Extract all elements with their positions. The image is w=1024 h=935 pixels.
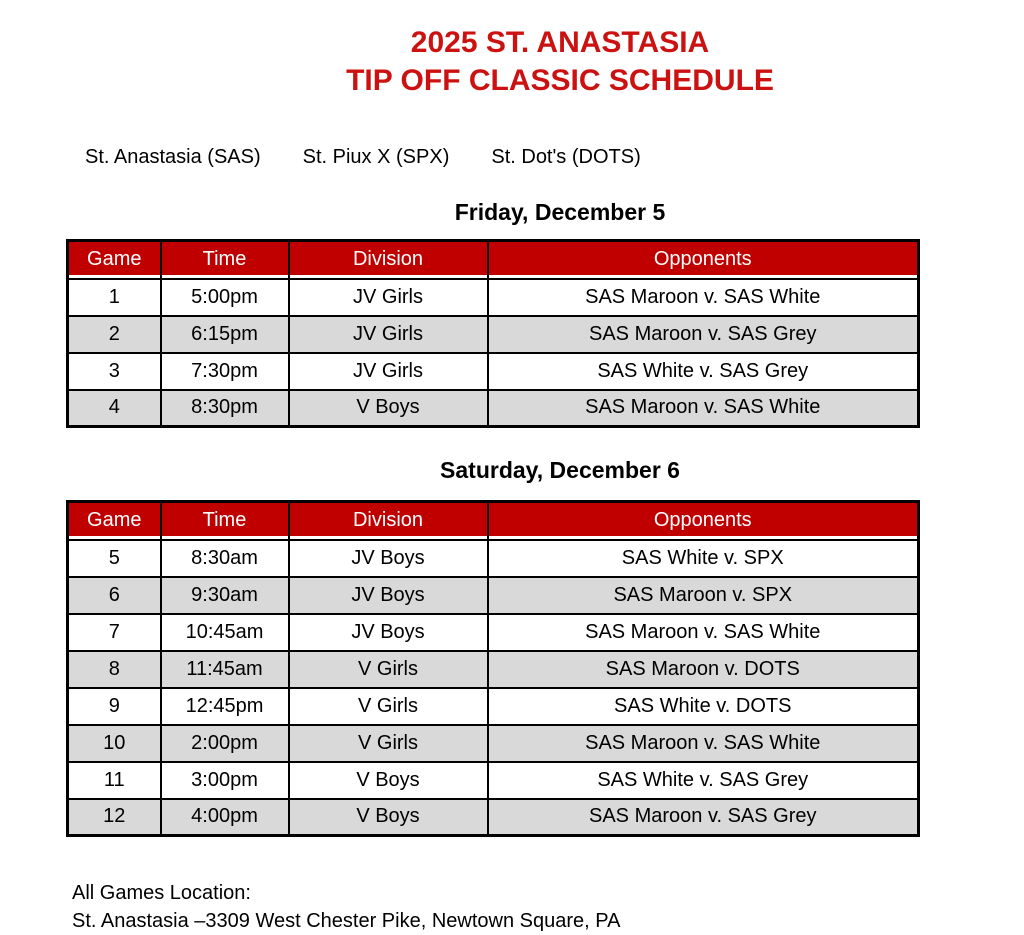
legend-item-spx: St. Piux X (SPX) xyxy=(302,146,450,168)
table-row xyxy=(68,799,919,836)
page-title-line1: 2025 ST. ANASTASIA xyxy=(410,26,710,59)
cell-game: 10 xyxy=(68,725,161,762)
cell-time: 3:00pm xyxy=(161,762,289,799)
cell-time: 8:30pm xyxy=(161,390,289,427)
cell-game: 3 xyxy=(68,353,161,390)
column-header-game: Game xyxy=(68,502,161,540)
table-row xyxy=(68,540,919,577)
schedule-table xyxy=(66,239,920,428)
cell-opponents: SAS Maroon v. SAS White xyxy=(488,279,919,316)
table-header-row xyxy=(68,241,919,279)
legend-item-sas: St. Anastasia (SAS) xyxy=(85,146,261,168)
cell-time: 2:00pm xyxy=(161,725,289,762)
column-header-division: Division xyxy=(289,502,488,540)
table-row xyxy=(68,279,919,316)
cell-time: 12:45pm xyxy=(161,688,289,725)
location-address: St. Anastasia –3309 West Chester Pike, Newtown Square, PA xyxy=(72,910,621,932)
table-row xyxy=(68,316,919,353)
cell-division: JV Girls xyxy=(289,316,488,353)
cell-time: 11:45am xyxy=(161,651,289,688)
cell-division: JV Girls xyxy=(289,353,488,390)
cell-game: 9 xyxy=(68,688,161,725)
cell-division: V Girls xyxy=(289,688,488,725)
table-row xyxy=(68,651,919,688)
cell-time: 7:30pm xyxy=(161,353,289,390)
column-header-time: Time xyxy=(161,241,289,279)
table-header-row xyxy=(68,502,919,540)
column-header-opponents: Opponents xyxy=(488,241,919,279)
cell-opponents: SAS Maroon v. SAS White xyxy=(488,614,919,651)
cell-division: JV Boys xyxy=(289,577,488,614)
cell-division: V Boys xyxy=(289,390,488,427)
schedule-table xyxy=(66,500,920,837)
cell-division: V Boys xyxy=(289,762,488,799)
table-row xyxy=(68,577,919,614)
cell-game: 2 xyxy=(68,316,161,353)
cell-opponents: SAS White v. SAS Grey xyxy=(488,762,919,799)
cell-division: V Girls xyxy=(289,651,488,688)
cell-game: 7 xyxy=(68,614,161,651)
table-row xyxy=(68,353,919,390)
cell-opponents: SAS Maroon v. SAS White xyxy=(488,390,919,427)
cell-time: 9:30am xyxy=(161,577,289,614)
table-row xyxy=(68,390,919,427)
legend-item-dots: St. Dot's (DOTS) xyxy=(491,146,641,168)
cell-division: JV Boys xyxy=(289,540,488,577)
location-footer xyxy=(0,879,1024,935)
cell-division: JV Girls xyxy=(289,279,488,316)
column-header-time: Time xyxy=(161,502,289,540)
cell-game: 1 xyxy=(68,279,161,316)
cell-division: JV Boys xyxy=(289,614,488,651)
cell-opponents: SAS Maroon v. SAS Grey xyxy=(488,799,919,836)
day-heading: Saturday, December 6 xyxy=(440,457,680,483)
table-row xyxy=(68,762,919,799)
cell-time: 4:00pm xyxy=(161,799,289,836)
team-legend xyxy=(0,146,1024,169)
cell-game: 11 xyxy=(68,762,161,799)
schedule-section-friday xyxy=(0,199,1024,428)
table-row xyxy=(68,725,919,762)
cell-time: 5:00pm xyxy=(161,279,289,316)
cell-opponents: SAS White v. DOTS xyxy=(488,688,919,725)
table-row xyxy=(68,688,919,725)
cell-time: 6:15pm xyxy=(161,316,289,353)
location-label: All Games Location: xyxy=(72,882,251,904)
cell-opponents: SAS Maroon v. SAS White xyxy=(488,725,919,762)
column-header-division: Division xyxy=(289,241,488,279)
cell-game: 4 xyxy=(68,390,161,427)
cell-game: 6 xyxy=(68,577,161,614)
cell-game: 8 xyxy=(68,651,161,688)
day-heading: Friday, December 5 xyxy=(454,199,666,225)
page-title-line2: TIP OFF CLASSIC SCHEDULE xyxy=(346,64,774,97)
cell-division: V Girls xyxy=(289,725,488,762)
cell-opponents: SAS White v. SAS Grey xyxy=(488,353,919,390)
cell-time: 10:45am xyxy=(161,614,289,651)
page-title xyxy=(0,0,1024,100)
cell-opponents: SAS Maroon v. SPX xyxy=(488,577,919,614)
column-header-game: Game xyxy=(68,241,161,279)
cell-opponents: SAS Maroon v. SAS Grey xyxy=(488,316,919,353)
cell-time: 8:30am xyxy=(161,540,289,577)
schedule-section-saturday xyxy=(0,457,1024,837)
column-header-opponents: Opponents xyxy=(488,502,919,540)
cell-division: V Boys xyxy=(289,799,488,836)
cell-opponents: SAS Maroon v. DOTS xyxy=(488,651,919,688)
table-row xyxy=(68,614,919,651)
cell-opponents: SAS White v. SPX xyxy=(488,540,919,577)
cell-game: 5 xyxy=(68,540,161,577)
cell-game: 12 xyxy=(68,799,161,836)
